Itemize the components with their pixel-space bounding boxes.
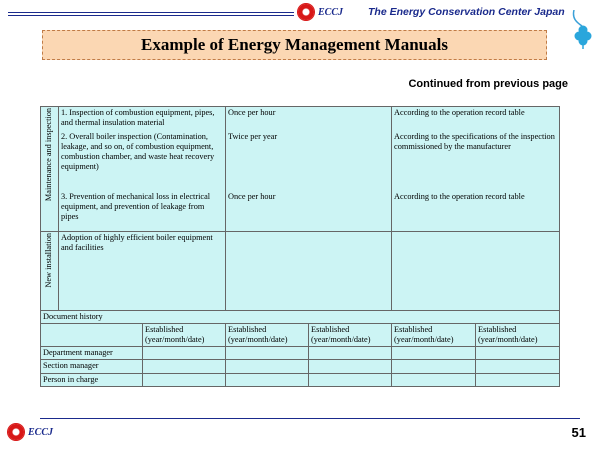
list-item: 3. Prevention of mechanical loss in electrical equipment, and prevention of leakage from pipes bbox=[61, 192, 211, 222]
established-header: Established (year/month/date) bbox=[392, 324, 476, 347]
table-row bbox=[41, 373, 560, 386]
organization-name: The Energy Conservation Center Japan bbox=[368, 6, 565, 18]
signature-cell[interactable] bbox=[392, 373, 476, 386]
list-item: 2. Overall boiler inspection (Contamination, leakage, and so on, of combustion equipment, combustion chamber, and waste heat recovery equipment) bbox=[61, 132, 215, 172]
document-history-label: Document history bbox=[41, 311, 560, 324]
signature-cell[interactable] bbox=[392, 347, 476, 360]
reference-value: According to the operation record table bbox=[394, 108, 525, 117]
empty-cell bbox=[392, 232, 560, 311]
signature-cell[interactable] bbox=[143, 347, 226, 360]
footer-logo-text: ECCJ bbox=[28, 426, 54, 438]
signature-cell[interactable] bbox=[309, 360, 392, 373]
signature-cell[interactable] bbox=[476, 347, 560, 360]
frequency-value: Twice per year bbox=[228, 132, 278, 141]
frequency-value: Once per hour bbox=[228, 108, 276, 117]
new-installation-item: Adoption of highly efficient boiler equipment and facilities bbox=[59, 232, 226, 311]
established-header: Established (year/month/date) bbox=[309, 324, 392, 347]
footer-rule bbox=[40, 418, 580, 419]
signature-cell[interactable] bbox=[143, 360, 226, 373]
page-title: Example of Energy Management Manuals bbox=[42, 30, 547, 60]
empty-cell bbox=[226, 232, 392, 311]
table-row bbox=[41, 347, 560, 360]
established-header: Established (year/month/date) bbox=[226, 324, 309, 347]
frequency-value: Once per hour bbox=[228, 192, 276, 201]
clover-icon bbox=[570, 10, 596, 50]
maintenance-frequencies bbox=[226, 107, 392, 232]
table-row bbox=[41, 311, 560, 324]
signature-cell[interactable] bbox=[309, 347, 392, 360]
signature-cell[interactable] bbox=[309, 373, 392, 386]
signature-cell[interactable] bbox=[476, 373, 560, 386]
page-number: 51 bbox=[571, 425, 586, 440]
list-item: 1. Inspection of combustion equipment, pipes, and thermal insulation material bbox=[61, 108, 215, 128]
signature-cell[interactable] bbox=[226, 347, 309, 360]
signature-cell[interactable] bbox=[476, 360, 560, 373]
signature-cell[interactable] bbox=[226, 373, 309, 386]
energy-management-table bbox=[40, 106, 560, 387]
table-row bbox=[41, 107, 560, 232]
established-header: Established (year/month/date) bbox=[143, 324, 226, 347]
section-label-maintenance: Maintenance and inspection bbox=[41, 107, 59, 232]
row-label-section-manager: Section manager bbox=[41, 360, 143, 373]
signature-cell[interactable] bbox=[143, 373, 226, 386]
header-rule bbox=[8, 12, 294, 16]
continued-note: Continued from previous page bbox=[408, 78, 568, 90]
maintenance-items bbox=[59, 107, 226, 232]
logo-text: ECCJ bbox=[318, 6, 344, 18]
reference-value: According to the specifications of the inspection commissioned by the manufacturer bbox=[394, 132, 555, 152]
table-row bbox=[41, 360, 560, 373]
signature-cell[interactable] bbox=[226, 360, 309, 373]
empty-cell bbox=[41, 324, 143, 347]
signature-cell[interactable] bbox=[392, 360, 476, 373]
row-label-person-in-charge: Person in charge bbox=[41, 373, 143, 386]
table-row bbox=[41, 324, 560, 347]
eccj-logo bbox=[298, 4, 343, 20]
sun-logo-icon bbox=[298, 4, 314, 20]
row-label-department-manager: Department manager bbox=[41, 347, 143, 360]
reference-value: According to the operation record table bbox=[394, 192, 525, 201]
established-header: Established (year/month/date) bbox=[476, 324, 560, 347]
sun-logo-icon bbox=[8, 424, 24, 440]
footer-eccj-logo bbox=[8, 424, 53, 440]
section-label-new-installation: New installation bbox=[41, 232, 59, 311]
table-row bbox=[41, 232, 560, 311]
maintenance-references bbox=[392, 107, 560, 232]
